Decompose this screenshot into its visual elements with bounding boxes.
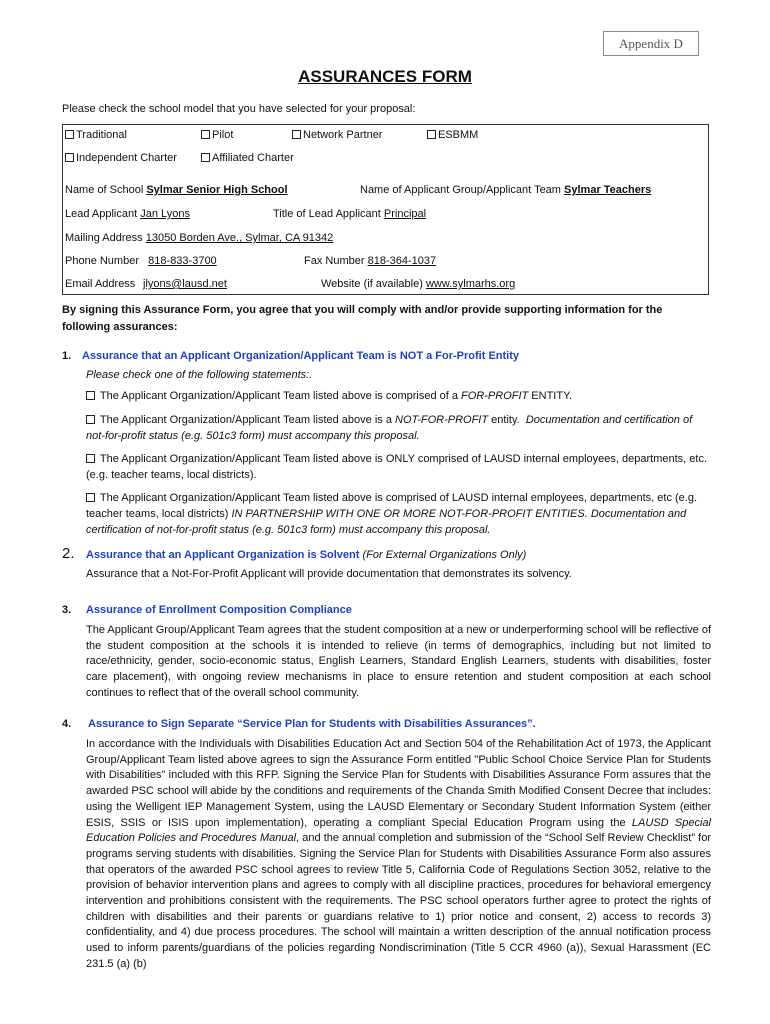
lead-applicant-row: Lead Applicant Jan Lyons	[65, 208, 190, 220]
checkbox-icon[interactable]	[86, 493, 95, 502]
section-2-heading: Assurance that an Applicant Organization is Solvent (For External Organizations Only)	[86, 549, 527, 561]
section-3-number: 3.	[62, 604, 72, 616]
mailing-address-value[interactable]: 13050 Borden Ave., Sylmar, CA 91342	[145, 232, 334, 244]
section-3-body: The Applicant Group/Applicant Team agrees that the student composition at a new or underperforming school will be reflective of the student composition at the schools it is intended to relieve (in terms of demographics, including but not limited to race/ethnicity, gender, socio-economic status, English Learners, Standard English Learners, students with disabilities, foster care placement), with ongoing review mechanisms in place to ensure retention and student composition at each school continues to reflect that of the overall school community.	[86, 624, 711, 699]
option-lausd-only: The Applicant Organization/Applicant Team listed above is ONLY comprised of LAUSD internal employees, departments, etc. (e.g. teacher teams, local districts).	[86, 453, 708, 481]
checkbox-icon[interactable]	[65, 153, 74, 162]
phone-row: Phone Number 818-833-3700	[65, 255, 217, 267]
appendix-label-box	[603, 31, 699, 56]
phone-value[interactable]: 818-833-3700	[148, 255, 217, 267]
email-row: Email Address	[65, 278, 136, 290]
section-2-number: 2.	[62, 545, 75, 562]
group-name-row: Name of Applicant Group/Applicant Team Sylmar Teachers	[360, 184, 652, 196]
fax-row: Fax Number 818-364-1037	[304, 255, 437, 267]
lead-title-value[interactable]: Principal	[383, 208, 427, 220]
checkbox-icon[interactable]	[427, 130, 436, 139]
lead-applicant-value[interactable]: Jan Lyons	[140, 208, 190, 220]
section-4-heading: Assurance to Sign Separate “Service Plan for Students with Disabilities Assurances”.	[88, 718, 536, 730]
school-info-box	[62, 124, 709, 295]
model-traditional[interactable]: Traditional	[65, 129, 127, 141]
option-not-for-profit: The Applicant Organization/Applicant Team listed above is a NOT-FOR-PROFIT entity. Documentation and certification of not-for-profit status (e.g. 501c3 form) must accompany this proposal.	[86, 414, 693, 442]
mailing-address-row: Mailing Address 13050 Borden Ave., Sylmar, CA 91342	[65, 232, 334, 244]
school-name-value[interactable]: Sylmar Senior High School	[146, 184, 288, 196]
section-1-heading: Assurance that an Applicant Organization/Applicant Team is NOT a For-Profit Entity	[82, 350, 519, 362]
checkbox-icon[interactable]	[201, 130, 210, 139]
checkbox-icon[interactable]	[86, 454, 95, 463]
model-pilot[interactable]: Pilot	[201, 129, 233, 141]
checkbox-icon[interactable]	[201, 153, 210, 162]
model-esbmm[interactable]: ESBMM	[427, 129, 478, 141]
checkbox-icon[interactable]	[86, 415, 95, 424]
website-row: Website (if available) www.sylmarhs.org	[321, 278, 516, 290]
option-for-profit: The Applicant Organization/Applicant Team listed above is comprised of a FOR-PROFIT ENTITY.	[86, 388, 711, 404]
section-2-body: Assurance that a Not-For-Profit Applicant will provide documentation that demonstrates its solvency.	[86, 568, 572, 580]
section-1-instruction: Please check one of the following statements:.	[86, 369, 313, 381]
fax-value[interactable]: 818-364-1037	[367, 255, 437, 267]
lead-title-row: Title of Lead Applicant Principal	[273, 208, 427, 220]
email-value[interactable]: jlyons@lausd.net	[143, 278, 227, 290]
model-network-partner[interactable]: Network Partner	[292, 129, 382, 141]
form-title: ASSURANCES FORM	[298, 67, 472, 86]
option-lausd-partnership: The Applicant Organization/Applicant Team listed above is comprised of LAUSD internal employees, departments, etc (e.g. teacher teams, local districts) IN PARTNERSHIP WITH ONE OR MORE NOT-FOR-PROFIT ENTITIES. Documentation and certification of not-for-profit status (e.g. 501c3 form) must accompany this proposal.	[86, 492, 698, 536]
school-name-row: Name of School Sylmar Senior High School	[65, 184, 288, 196]
checkbox-icon[interactable]	[86, 391, 95, 400]
signing-statement: By signing this Assurance Form, you agree that you will comply with and/or provide supporting information for the following assurances:	[62, 304, 663, 333]
section-4-number: 4.	[62, 718, 72, 730]
model-independent-charter[interactable]: Independent Charter	[65, 152, 177, 164]
checkbox-icon[interactable]	[65, 130, 74, 139]
section-3-heading: Assurance of Enrollment Composition Compliance	[86, 604, 352, 616]
website-value[interactable]: www.sylmarhs.org	[425, 278, 516, 290]
section-4-body: In accordance with the Individuals with Disabilities Education Act and Section 504 of the Rehabilitation Act of 1973, the Applicant Group/Applicant Team listed above agrees to sign the Assurance Form entitled "Public School Choice Service Plan for Students with Disabilities" included with this RFP. Signing the Service Plan for Students with Disabilities Assurance Form assures that the awarded PSC school will abide by the conditions and requirements of the Chanda Smith Modified Consent Decree that includes: using the Welligent IEP Management System, using the LAUSD Elementary or Secondary Student Information System (either ESIS, SSIS or ISIS upon implementation), operating a compliant Special Education Program using the LAUSD Special Education Policies and Procedures Manual, and the annual completion and submission of the “School Self Review Checklist” for programs serving students with disabilities. Signing the Service Plan for Students with Disabilities Assurance Form also assures that operators of the awarded PSC school agrees to review Title 5, California Code of Regulations Section 3052, relative to the provision of behavior intervention plans and agrees to comply with all discipline practices, procedures for behavioral emergency intervention and prohibitions consistent with the requirements. The PSC school operators further agree to protect the rights of children with disabilities and their parents or guardians relative to 1) prior notice and consent, 2) access to records 3) confidentiality, and 4) due process procedures. The school will maintain a written description of the annual notification process used to inform parents/guardians of the policies regarding Nondiscrimination (Title 5 CCR 4960 (a)), Sexual Harassment (EC 231.5 (a) (b)	[86, 738, 711, 970]
checkbox-icon[interactable]	[292, 130, 301, 139]
section-1-number: 1.	[62, 350, 72, 362]
group-name-value[interactable]: Sylmar Teachers	[564, 184, 652, 196]
model-affiliated-charter[interactable]: Affiliated Charter	[201, 152, 294, 164]
appendix-label: Appendix D	[619, 35, 683, 51]
model-intro: Please check the school model that you have selected for your proposal:	[62, 103, 416, 115]
